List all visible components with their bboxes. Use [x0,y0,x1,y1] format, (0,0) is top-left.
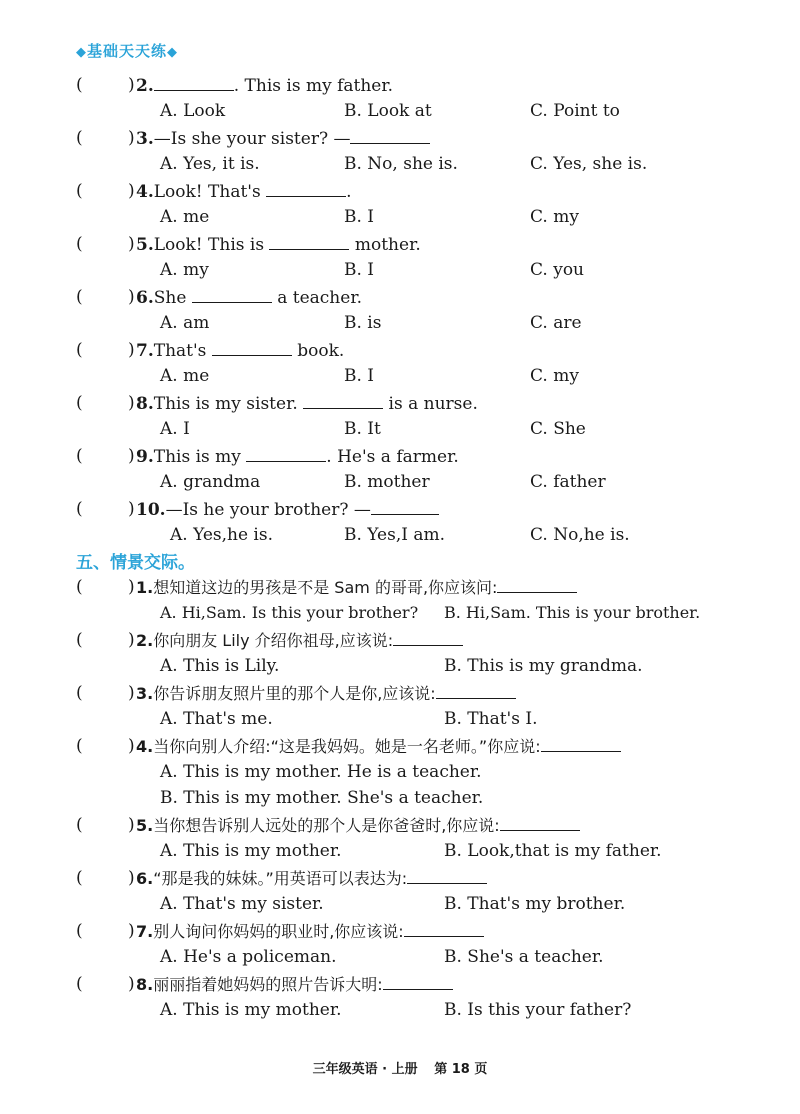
question-text: 丽丽指着她妈妈的照片告诉大明: [153,975,383,994]
blank-line[interactable] [383,971,453,990]
question-text: 你告诉朋友照片里的那个人是你,应该说: [153,684,436,703]
answer-paren-open: ( [76,974,83,994]
option-b[interactable]: B. I [344,260,375,280]
answer-input[interactable] [90,920,124,942]
question-stem [136,971,453,998]
option-c[interactable]: C. She [530,419,586,439]
option-b[interactable]: B. Look at [344,101,432,121]
answer-paren-open: ( [76,340,83,360]
question-text: a teacher. [271,288,362,308]
answer-input[interactable] [90,180,124,202]
option-a[interactable]: A. That's me. [160,709,273,729]
question-stem [136,496,439,523]
diamond-icon: ◆ [76,45,87,60]
answer-paren-close: ) [128,128,135,148]
footer-page-number: 第 18 页 [434,1062,488,1077]
header-title: 基础天天练 [87,42,168,60]
blank-line[interactable] [497,574,577,593]
option-a[interactable]: A. He's a policeman. [160,947,337,967]
question-text: This is my sister. [153,394,304,414]
answer-paren-open: ( [76,287,83,307]
question-number: 8. [136,394,154,414]
option-b[interactable]: B. It [344,419,381,439]
question-number: 10. [136,500,166,520]
question-text: She [153,288,192,308]
question-text: . [346,182,352,202]
option-b[interactable]: B. Yes,I am. [344,525,446,545]
question-stem [136,390,478,417]
option-b[interactable]: B. is [344,313,382,333]
question-text: is a nurse. [383,394,478,414]
answer-paren-open: ( [76,234,83,254]
answer-paren-close: ) [128,340,135,360]
answer-paren-close: ) [128,815,135,835]
answer-input[interactable] [90,576,124,598]
blank-line[interactable] [371,496,439,515]
question-stem [136,627,463,654]
question-stem [136,72,393,99]
answer-paren-close: ) [128,446,135,466]
answer-input[interactable] [90,867,124,889]
question-number: 2. [136,631,154,650]
blank-line[interactable] [246,443,326,462]
answer-input[interactable] [90,127,124,149]
answer-paren-open: ( [76,921,83,941]
question-number: 9. [136,447,154,467]
question-stem [136,178,352,205]
section-header [76,40,178,61]
answer-paren-close: ) [128,683,135,703]
question-text: “那是我的妹妹。”用英语可以表达为: [153,869,408,888]
section-five-title: 五、情景交际。 [76,553,195,573]
diamond-icon: ◆ [167,45,179,60]
option-b[interactable]: B. No, she is. [344,154,458,174]
question-text: —Is he your brother? — [165,500,371,520]
option-a[interactable]: A. Yes,he is. [170,525,273,545]
answer-input[interactable] [90,629,124,651]
question-stem [136,125,430,152]
answer-paren-open: ( [76,181,83,201]
option-c[interactable]: C. Yes, she is. [530,154,648,174]
question-stem [136,812,580,839]
option-a[interactable]: A. This is my mother. [160,841,342,861]
answer-input[interactable] [90,74,124,96]
question-stem [136,733,621,760]
blank-line[interactable] [303,390,383,409]
blank-line[interactable] [266,178,346,197]
question-text: mother. [349,235,421,255]
option-a[interactable]: A. Hi,Sam. Is this your brother? [160,603,419,622]
question-text: 想知道这边的男孩是不是 Sam 的哥哥,你应该问: [153,578,498,597]
answer-paren-close: ) [128,287,135,307]
option-b[interactable]: B. mother [344,472,430,492]
option-a[interactable]: A. That's my sister. [160,894,324,914]
answer-paren-close: ) [128,974,135,994]
option-c[interactable]: C. Point to [530,101,620,121]
answer-paren-close: ) [128,921,135,941]
question-stem [136,865,487,892]
blank-line[interactable] [154,72,234,91]
option-c[interactable]: C. you [530,260,584,280]
option-b[interactable]: B. I [344,366,375,386]
answer-input[interactable] [90,445,124,467]
option-c[interactable]: C. my [530,207,579,227]
blank-line[interactable] [500,812,580,831]
question-number: 8. [136,975,154,994]
option-c[interactable]: C. father [530,472,606,492]
blank-line[interactable] [393,627,463,646]
question-text: . This is my father. [233,76,394,96]
answer-paren-open: ( [76,815,83,835]
question-text: This is my [153,447,247,467]
question-number: 5. [136,235,154,255]
option-a[interactable]: A. my [160,260,209,280]
blank-line[interactable] [192,284,272,303]
option-b[interactable]: B. That's my brother. [444,894,626,914]
answer-input[interactable] [90,498,124,520]
answer-input[interactable] [90,682,124,704]
option-b[interactable]: B. Is this your father? [444,1000,632,1020]
answer-paren-open: ( [76,128,83,148]
answer-input[interactable] [90,286,124,308]
option-b[interactable]: B. That's I. [444,709,538,729]
option-b[interactable]: B. This is my grandma. [444,656,643,676]
blank-line[interactable] [407,865,487,884]
answer-paren-open: ( [76,736,83,756]
answer-paren-open: ( [76,75,83,95]
answer-input[interactable] [90,339,124,361]
option-a[interactable]: A. am [160,313,210,333]
answer-paren-close: ) [128,234,135,254]
question-number: 1. [136,578,154,597]
option-a[interactable]: A. me [160,366,210,386]
question-text: 当你向别人介绍:“这是我妈妈。她是一名老师。”你应说: [153,737,541,756]
option-b[interactable]: B. I [344,207,375,227]
question-number: 5. [136,816,154,835]
answer-paren-close: ) [128,868,135,888]
answer-paren-open: ( [76,630,83,650]
question-text: book. [291,341,345,361]
question-stem [136,574,577,601]
question-number: 3. [136,129,154,149]
question-number: 4. [136,182,154,202]
question-stem [136,443,459,470]
blank-line[interactable] [350,125,430,144]
option-c[interactable]: C. my [530,366,579,386]
answer-input[interactable] [90,814,124,836]
question-text: That's [153,341,212,361]
answer-paren-open: ( [76,499,83,519]
question-number: 7. [136,922,154,941]
blank-line[interactable] [541,733,621,752]
answer-paren-close: ) [128,75,135,95]
question-number: 6. [136,869,154,888]
question-text: 别人询问你妈妈的职业时,你应该说: [153,922,404,941]
blank-line[interactable] [212,337,292,356]
question-text: Look! That's [153,182,267,202]
option-c[interactable]: C. No,he is. [530,525,630,545]
footer-book-title: 三年级英语 · 上册 [312,1062,418,1077]
question-text: —Is she your sister? — [153,129,351,149]
answer-paren-close: ) [128,736,135,756]
question-number: 2. [136,76,154,96]
option-a[interactable]: A. Yes, it is. [160,154,260,174]
answer-input[interactable] [90,973,124,995]
blank-line[interactable] [436,680,516,699]
blank-line[interactable] [269,231,349,250]
question-text: . He's a farmer. [326,447,459,467]
option-b[interactable]: B. Look,that is my father. [444,841,662,861]
answer-paren-close: ) [128,181,135,201]
question-stem [136,337,344,364]
option-b[interactable]: B. Hi,Sam. This is your brother. [444,603,701,622]
option-a[interactable]: A. This is my mother. He is a teacher. [160,762,482,782]
answer-paren-open: ( [76,393,83,413]
question-text: 你向朋友 Lily 介绍你祖母,应该说: [153,631,394,650]
option-a[interactable]: A. This is Lily. [160,656,280,676]
question-stem [136,231,421,258]
question-stem [136,918,484,945]
option-b[interactable]: B. This is my mother. She's a teacher. [160,788,484,808]
answer-paren-close: ) [128,393,135,413]
option-c[interactable]: C. are [530,313,582,333]
answer-paren-open: ( [76,868,83,888]
answer-paren-open: ( [76,446,83,466]
question-text: Look! This is [153,235,270,255]
answer-paren-close: ) [128,499,135,519]
answer-paren-open: ( [76,683,83,703]
answer-paren-open: ( [76,577,83,597]
answer-input[interactable] [90,233,124,255]
option-a[interactable]: A. grandma [160,472,261,492]
question-stem [136,680,516,707]
option-a[interactable]: A. me [160,207,210,227]
question-number: 6. [136,288,154,308]
question-number: 3. [136,684,154,703]
answer-input[interactable] [90,392,124,414]
answer-paren-close: ) [128,577,135,597]
option-a[interactable]: A. Look [160,101,226,121]
option-a[interactable]: A. This is my mother. [160,1000,342,1020]
option-a[interactable]: A. I [160,419,190,439]
question-stem [136,284,362,311]
answer-paren-close: ) [128,630,135,650]
option-b[interactable]: B. She's a teacher. [444,947,604,967]
page-footer [0,1058,800,1077]
question-number: 7. [136,341,154,361]
answer-input[interactable] [90,735,124,757]
blank-line[interactable] [404,918,484,937]
question-text: 当你想告诉别人远处的那个人是你爸爸时,你应说: [153,816,500,835]
question-number: 4. [136,737,154,756]
